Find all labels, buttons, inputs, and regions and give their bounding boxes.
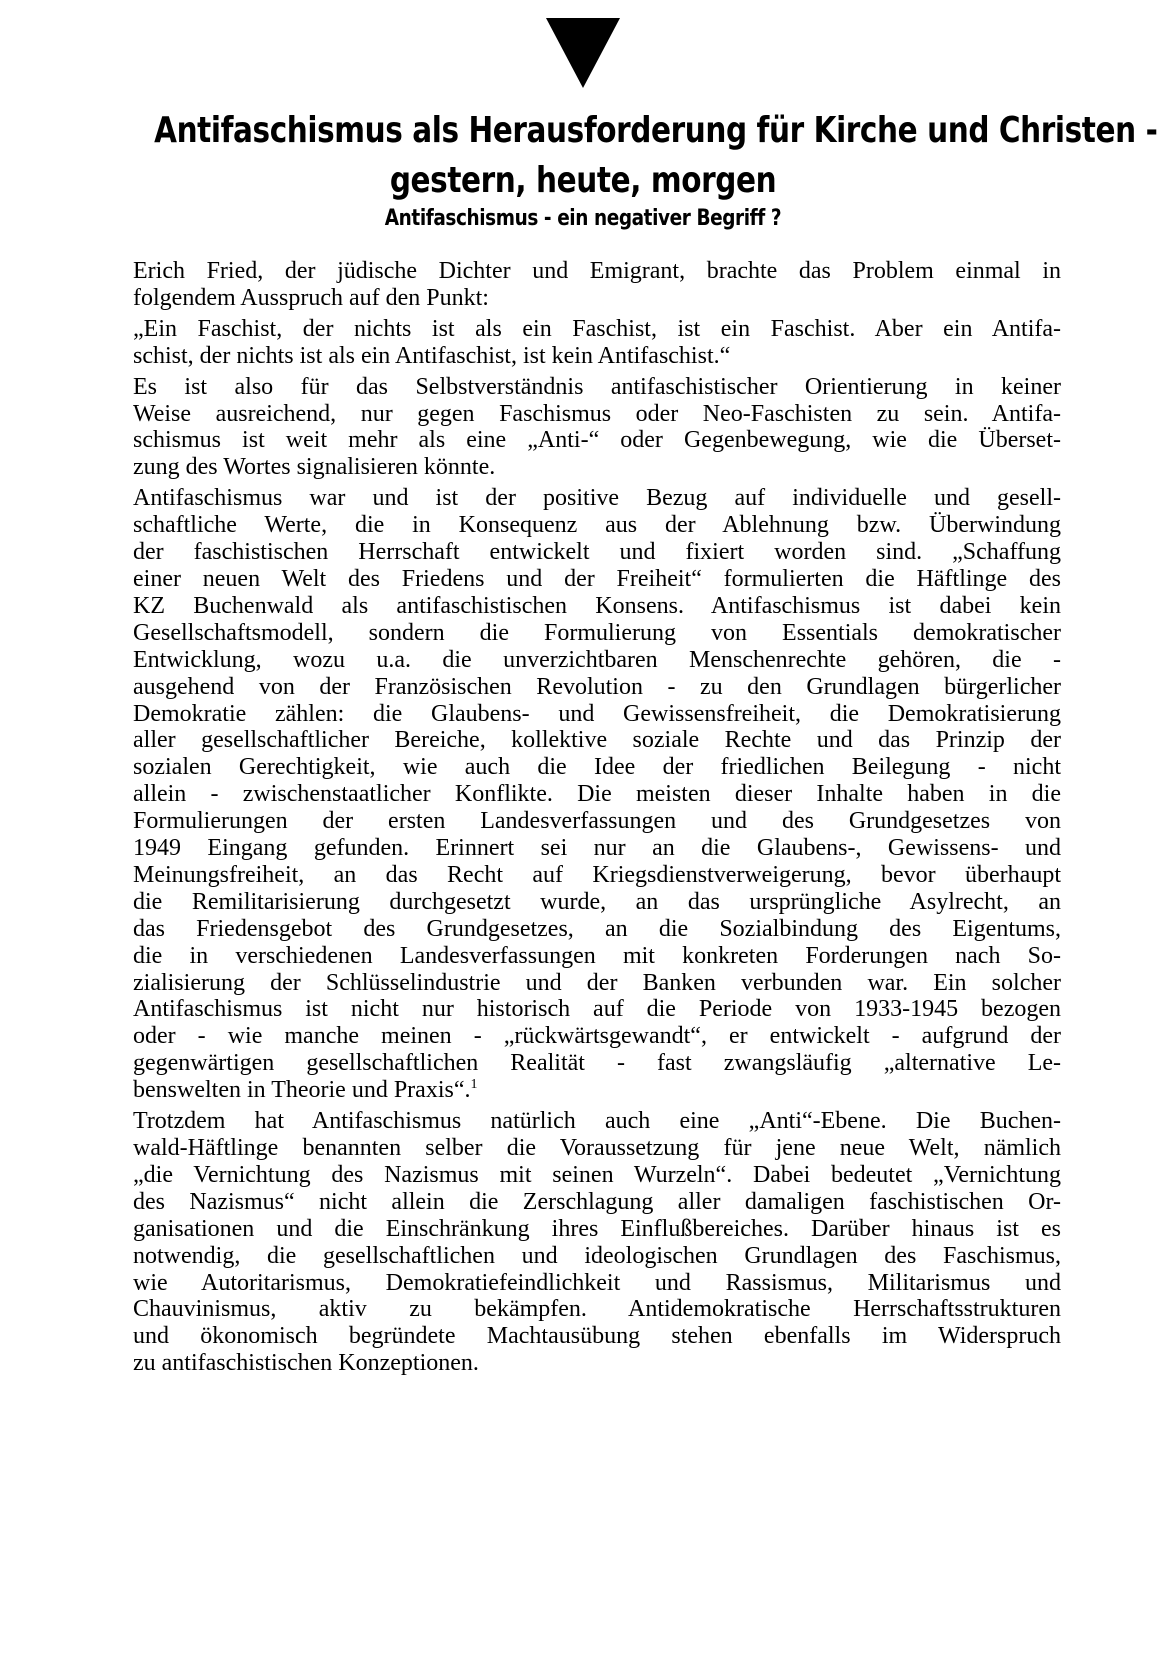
text-line: die Remilitarisierung durchgesetzt wurde, an das ursprüngliche Asylrecht, an — [133, 888, 1061, 915]
text-line: 1949 Eingang gefunden. Erinnert sei nur an die Glaubens-, Gewissens- und — [133, 835, 1061, 862]
text-line: ganisationen und die Einschränkung ihres Einflußbereiches. Darüber hinaus ist es — [133, 1215, 1061, 1242]
text-line: Weise ausreichend, nur gegen Faschismus oder Neo-Faschisten zu sein. Antifa- — [133, 400, 1061, 427]
text-line: aller gesellschaftlicher Bereiche, kollektive soziale Rechte und das Prinzip der — [133, 727, 1061, 754]
text-line: schist, der nichts ist als ein Antifaschist, ist kein Antifaschist.“ — [133, 342, 731, 369]
text-line: zialisierung der Schlüsselindustrie und der Banken verbunden war. Ein solcher — [133, 969, 1061, 996]
text-line: einer neuen Welt des Friedens und der Freiheit“ formulierten die Häftlinge des — [133, 565, 1061, 592]
triangle-marker-icon — [546, 18, 620, 88]
paragraph-4 — [133, 485, 1061, 1104]
paragraph-2 — [133, 316, 1061, 370]
paragraph-3 — [133, 374, 1061, 482]
text-line: notwendig, die gesellschaftlichen und ideologischen Grundlagen des Faschismus, — [133, 1242, 1061, 1269]
text-line: schaftliche Werte, die in Konsequenz aus der Ablehnung bzw. Überwindung — [133, 512, 1061, 539]
article-body — [133, 258, 1061, 1381]
page-title-line-1: Antifaschismus als Herausforderung für Kirche und Christen - — [154, 110, 1158, 151]
text-line: der faschistischen Herrschaft entwickelt und fixiert worden sind. „Schaffung — [133, 539, 1061, 566]
text-line-with-footnote — [133, 1077, 1061, 1104]
text-line: „Ein Faschist, der nichts ist als ein Faschist, ist ein Faschist. Aber ein Antifa- — [133, 315, 1061, 342]
text-line: benswelten in Theorie und Praxis“. — [133, 1077, 471, 1104]
text-line: Demokratie zählen: die Glaubens- und Gewissensfreiheit, die Demokratisierung — [133, 700, 1061, 727]
text-line: Antifaschismus war und ist der positive Bezug auf individuelle und gesell- — [133, 485, 1061, 512]
text-line: Erich Fried, der jüdische Dichter und Emigrant, brachte das Problem einmal in — [133, 258, 1061, 284]
text-line: zu antifaschistischen Konzeptionen. — [133, 1350, 479, 1377]
text-line: die in verschiedenen Landesverfassungen mit konkreten Forderungen nach So- — [133, 942, 1061, 969]
text-line: Formulierungen der ersten Landesverfassungen und des Grundgesetzes von — [133, 808, 1061, 835]
text-line: Trotzdem hat Antifaschismus natürlich auch eine „Anti“-Ebene. Die Buchen- — [133, 1108, 1061, 1135]
text-line: ausgehend von der Französischen Revolution - zu den Grundlagen bürgerlicher — [133, 673, 1061, 700]
text-line: „die Vernichtung des Nazismus mit seinen Wurzeln“. Dabei bedeutet „Vernichtung — [133, 1161, 1061, 1188]
text-line: gegenwärtigen gesellschaftlichen Realität - fast zwangsläufig „alternative Le- — [133, 1050, 1061, 1077]
paragraph-1 — [133, 258, 1061, 312]
footnote-reference[interactable]: 1 — [470, 1077, 478, 1093]
text-line: Es ist also für das Selbstverständnis antifaschistischer Orientierung in keiner — [133, 373, 1061, 400]
text-line: sozialen Gerechtigkeit, wie auch die Idee der friedlichen Beilegung - nicht — [133, 754, 1061, 781]
text-line: wie Autoritarismus, Demokratiefeindlichkeit und Rassismus, Militarismus und — [133, 1269, 1061, 1296]
text-line: wald-Häftlinge benannten selber die Voraussetzung für jene neue Welt, nämlich — [133, 1135, 1061, 1161]
page-title-line-2: gestern, heute, morgen — [389, 160, 777, 201]
text-line: zung des Wortes signalisieren könnte. — [133, 454, 496, 481]
text-line: Gesellschaftsmodell, sondern die Formulierung von Essentials demokratischer — [133, 619, 1061, 646]
text-line: schismus ist weit mehr als eine „Anti-“ oder Gegenbewegung, wie die Überset- — [133, 427, 1061, 454]
text-line: folgendem Ausspruch auf den Punkt: — [133, 284, 489, 311]
text-line: des Nazismus“ nicht allein die Zerschlagung aller damaligen faschistischen Or- — [133, 1188, 1061, 1215]
text-line: Meinungsfreiheit, an das Recht auf Kriegsdienstverweigerung, bevor überhaupt — [133, 861, 1061, 888]
text-line: KZ Buchenwald als antifaschistischen Konsens. Antifaschismus ist dabei kein — [133, 592, 1061, 619]
paragraph-5 — [133, 1108, 1061, 1377]
text-line: allein - zwischenstaatlicher Konflikte. Die meisten dieser Inhalte haben in die — [133, 781, 1061, 808]
text-line: oder - wie manche meinen - „rückwärtsgewandt“, er entwickelt - aufgrund der — [133, 1023, 1061, 1050]
text-line: und ökonomisch begründete Machtausübung stehen ebenfalls im Widerspruch — [133, 1323, 1061, 1350]
page-subtitle: Antifaschismus - ein negativer Begriff ? — [384, 206, 782, 231]
text-line: Entwicklung, wozu u.a. die unverzichtbaren Menschenrechte gehören, die - — [133, 646, 1061, 673]
text-line: das Friedensgebot des Grundgesetzes, an die Sozialbindung des Eigentums, — [133, 915, 1061, 942]
text-line: Antifaschismus ist nicht nur historisch auf die Periode von 1933-1945 bezogen — [133, 996, 1061, 1023]
text-line: Chauvinismus, aktiv zu bekämpfen. Antidemokratische Herrschaftsstrukturen — [133, 1296, 1061, 1323]
